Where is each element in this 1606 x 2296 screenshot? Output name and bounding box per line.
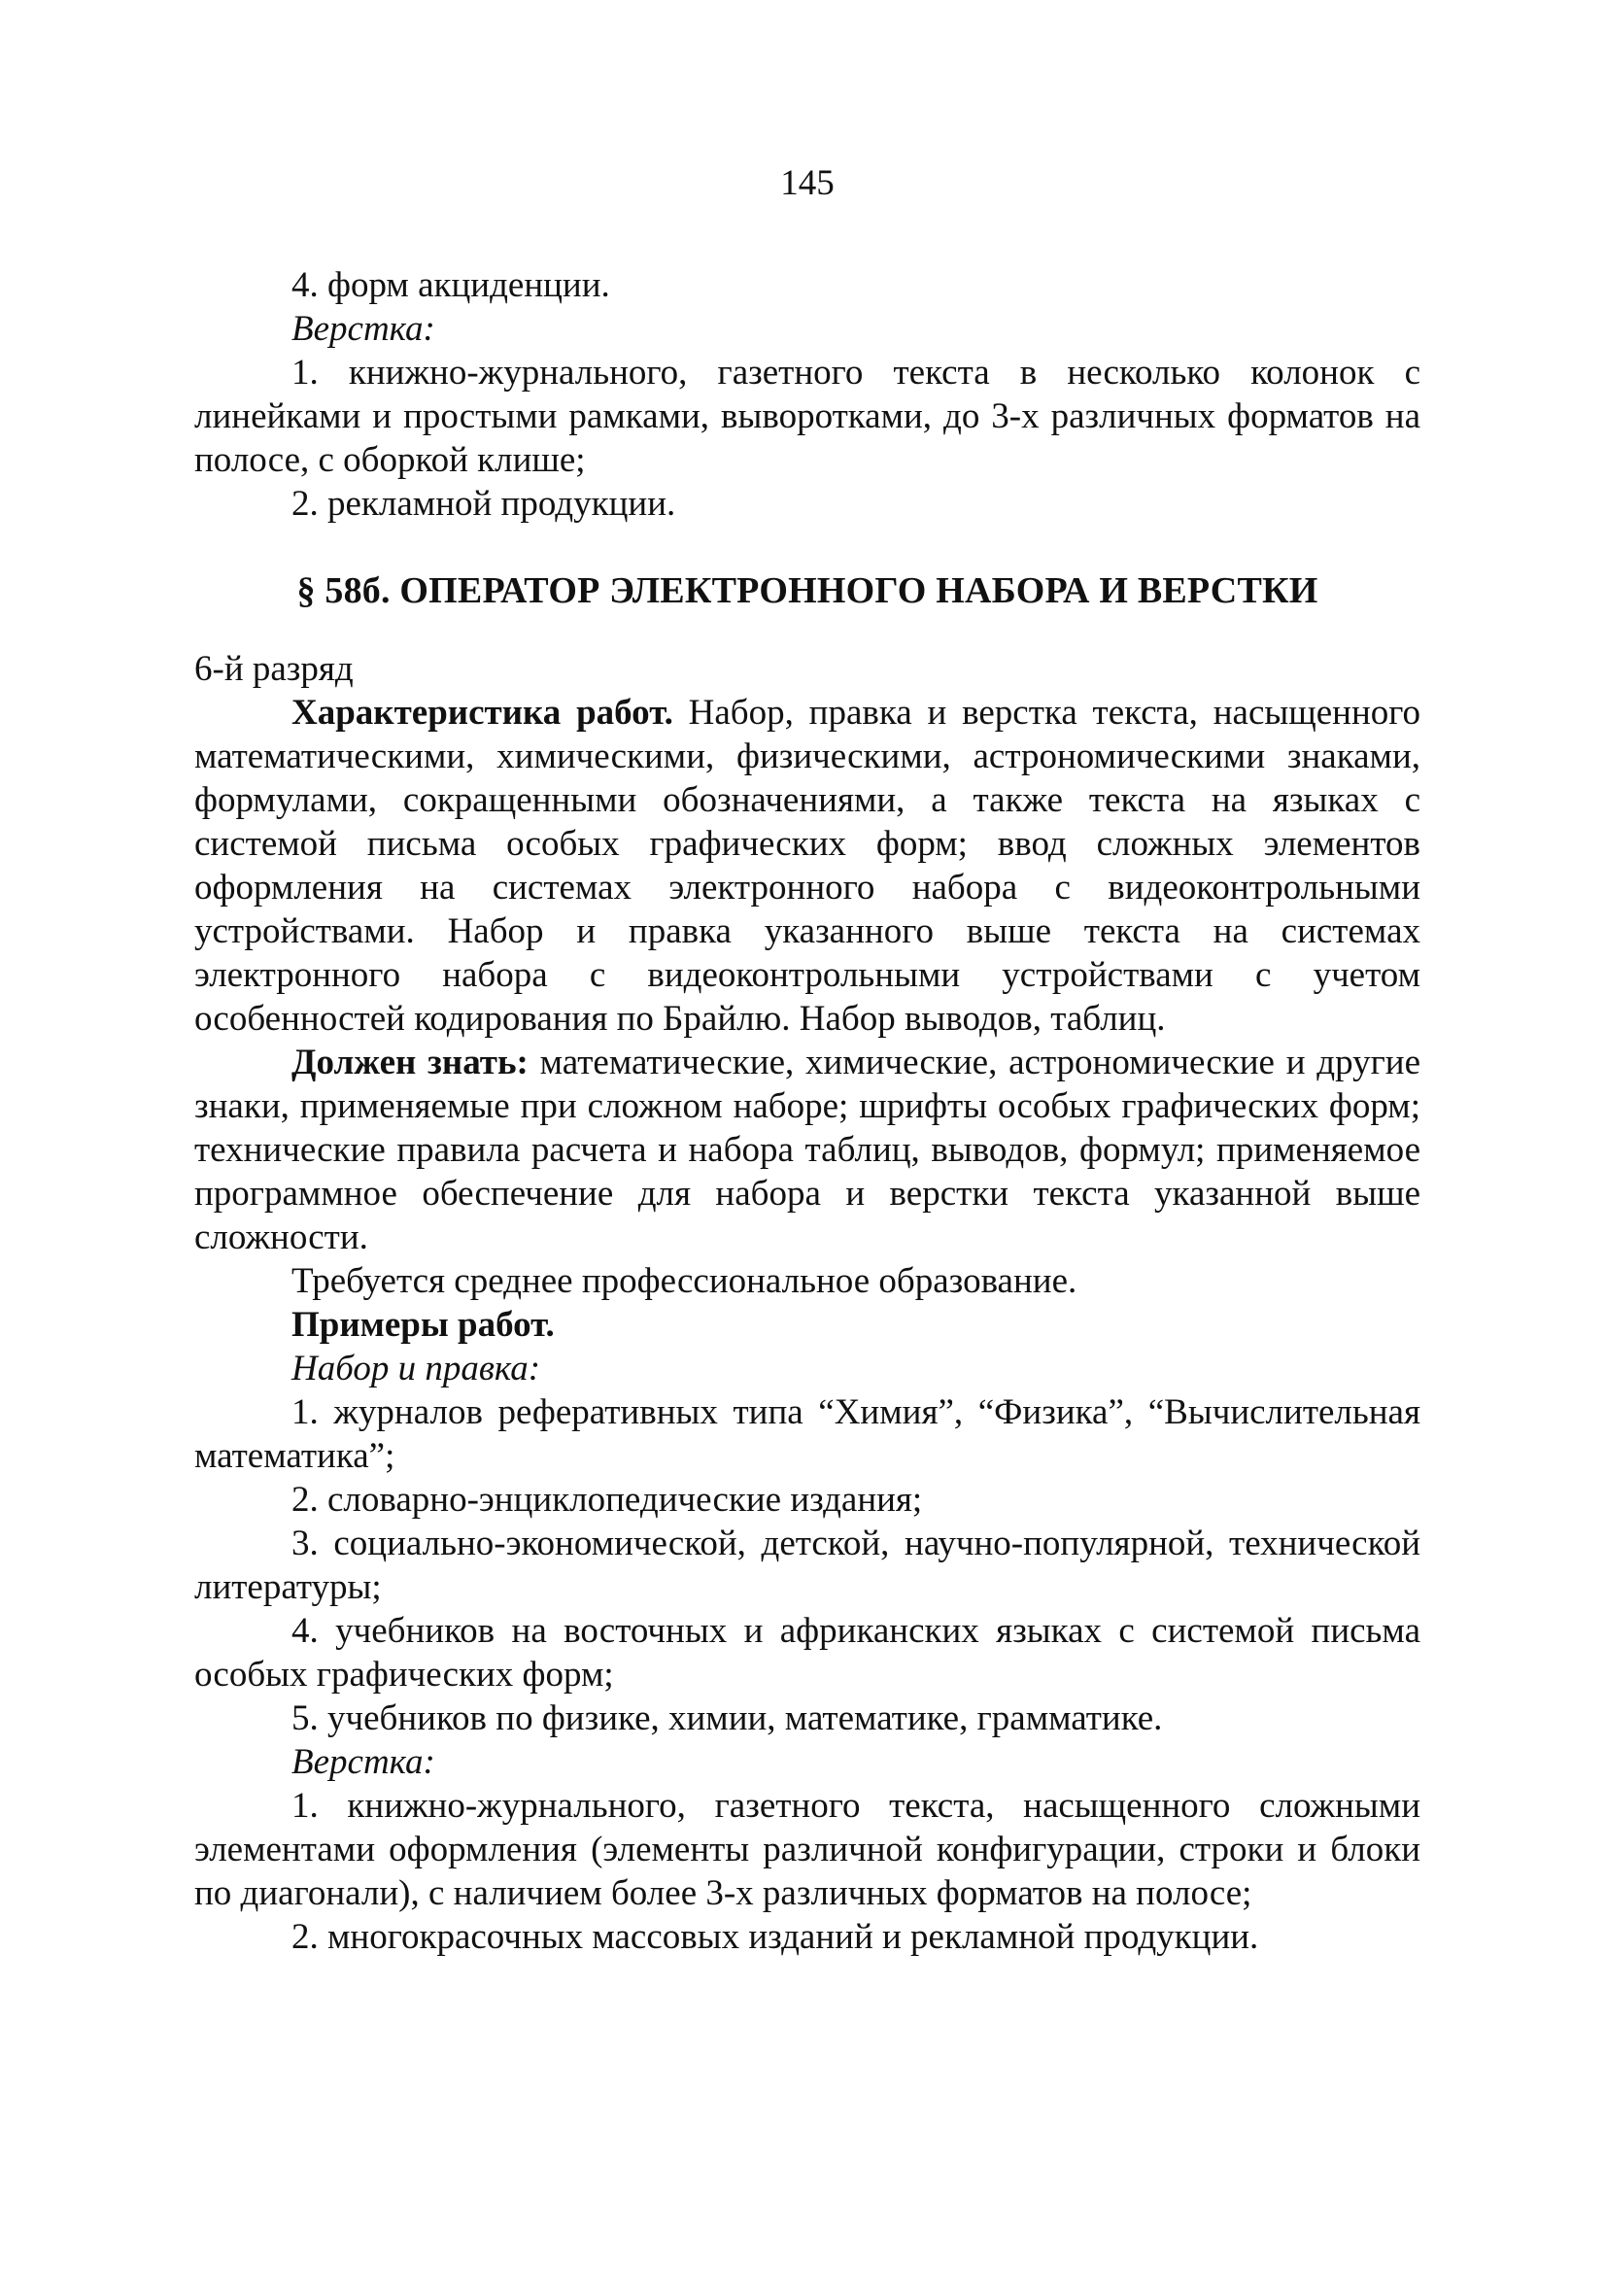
list-item: 5. учебников по физике, химии, математике, грамматике. (291, 1698, 1163, 1738)
verstka-label: Верстка: (291, 1742, 435, 1782)
list-item: 4. учебников на восточных и африканских языках с системой письма особых графических форм; (194, 1611, 1420, 1695)
list-item: 3. социально-экономической, детской, научно-популярной, технической литературы; (194, 1524, 1420, 1607)
characteristic-label: Характеристика работ. (291, 693, 673, 733)
page-number: 145 (780, 163, 835, 203)
must-know-paragraph (194, 1041, 1420, 1259)
list-item: 1. книжно-журнального, газетного текста в несколько колонок с линейками и простыми рамками, выворотками, до 3-х различных форматов на полосе, с оборкой клише; (194, 353, 1420, 480)
nabor-label: Набор и правка: (291, 1349, 541, 1388)
examples-label: Примеры работ. (291, 1305, 555, 1345)
list-item: 2. словарно-энциклопедические издания; (291, 1480, 923, 1520)
list-item: 2. многокрасочных массовых изданий и рекламной продукции. (291, 1917, 1259, 1957)
section-title: § 58б. ОПЕРАТОР ЭЛЕКТРОННОГО НАБОРА И ВЕРСТКИ (296, 570, 1318, 611)
education-requirement: Требуется среднее профессиональное образование. (291, 1261, 1077, 1301)
list-item: 1. книжно-журнального, газетного текста, насыщенного сложными элементами оформления (элементы различной конфигурации, строки и блоки по диагонали), с наличием более 3-х различных форматов на полосе; (194, 1786, 1420, 1913)
characteristic-text: Набор, правка и верстка текста, насыщенного математическими, химическими, физическими, астрономическими знаками, формулами, сокращенными обозначениями, а также текста на языках с системой письма особых графических форм; ввод сложных элементов оформления на системах электронного набора с видеоконтрольными устройствами. Набор и правка указанного выше текста на системах электронного набора с видеоконтрольными устройствами с учетом особенностей кодирования по Брайлю. Набор выводов, таблиц. (194, 693, 1420, 1039)
must-know-text: математические, химические, астрономические и другие знаки, применяемые при сложном наборе; шрифты особых графических форм; технические правила расчета и набора таблиц, выводов, формул; применяемое программное обеспечение для набора и верстки текста указанной выше сложности. (194, 1043, 1420, 1257)
verstka-label: Верстка: (291, 309, 435, 349)
list-item: 4. форм акциденции. (291, 265, 610, 305)
document-page (194, 161, 1420, 1959)
grade-label: 6-й разряд (194, 649, 354, 689)
must-know-label: Должен знать: (291, 1043, 529, 1082)
list-item: 2. рекламной продукции. (291, 484, 676, 524)
characteristic-paragraph (194, 691, 1420, 1041)
list-item: 1. журналов реферативных типа “Химия”, “Физика”, “Вычислительная математика”; (194, 1392, 1420, 1476)
